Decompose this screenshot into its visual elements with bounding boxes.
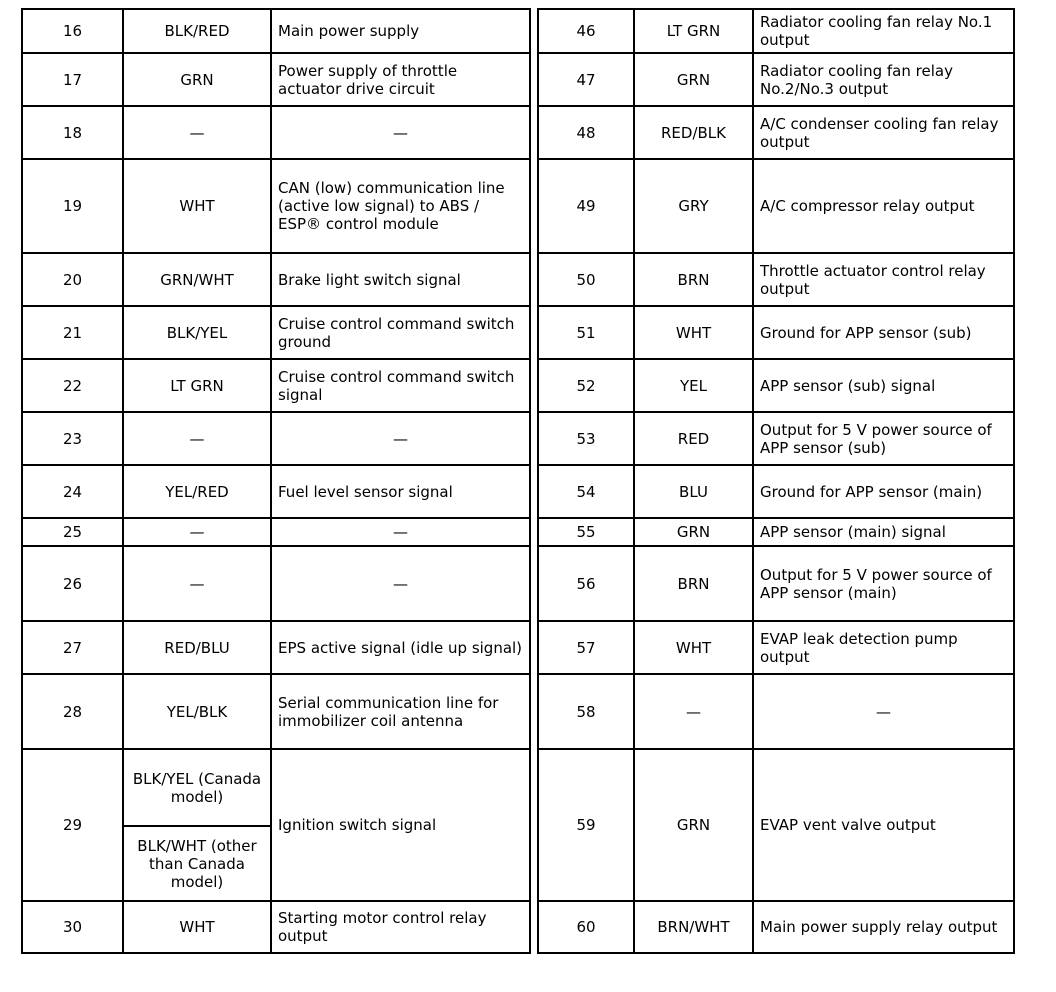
table-gap (530, 53, 538, 106)
pin-cell: 58 (538, 674, 634, 749)
function-cell: A/C compressor relay output (753, 159, 1014, 253)
function-cell: Cruise control command switch ground (271, 306, 530, 359)
wire-color-cell: — (123, 412, 271, 465)
table-row (22, 621, 1014, 674)
function-cell: Throttle actuator control relay output (753, 253, 1014, 306)
pin-cell: 56 (538, 546, 634, 621)
pin-cell: 16 (22, 9, 123, 53)
table-gap (530, 901, 538, 953)
pin-cell: 23 (22, 412, 123, 465)
table-row (22, 546, 1014, 621)
table-row (22, 359, 1014, 412)
pin-cell: 60 (538, 901, 634, 953)
table-gap (530, 546, 538, 621)
pin-cell: 26 (22, 546, 123, 621)
pin-cell: 50 (538, 253, 634, 306)
wire-color-cell: BRN/WHT (634, 901, 753, 953)
function-cell: Main power supply relay output (753, 901, 1014, 953)
table-gap (530, 465, 538, 518)
wire-color-cell: BLK/RED (123, 9, 271, 53)
wire-color-cell: — (634, 674, 753, 749)
pin-cell: 51 (538, 306, 634, 359)
function-cell: CAN (low) communication line (active low signal) to ABS / ESP® control module (271, 159, 530, 253)
table-row (22, 465, 1014, 518)
pin-cell: 53 (538, 412, 634, 465)
table-row (22, 106, 1014, 159)
wire-color-cell: WHT (634, 306, 753, 359)
pin-cell: 48 (538, 106, 634, 159)
function-cell: EVAP leak detection pump output (753, 621, 1014, 674)
pin-cell: 49 (538, 159, 634, 253)
pin-cell: 55 (538, 518, 634, 546)
table-row (22, 901, 1014, 953)
table-gap (530, 621, 538, 674)
pin-cell: 21 (22, 306, 123, 359)
function-cell: Power supply of throttle actuator drive circuit (271, 53, 530, 106)
function-cell: — (271, 546, 530, 621)
wire-color-cell: YEL (634, 359, 753, 412)
wire-color-cell: YEL/RED (123, 465, 271, 518)
wire-color-cell: RED/BLK (634, 106, 753, 159)
table-gap (530, 674, 538, 749)
table-gap (530, 306, 538, 359)
pin-cell: 25 (22, 518, 123, 546)
table-row (22, 253, 1014, 306)
pin-cell: 20 (22, 253, 123, 306)
table-gap (530, 749, 538, 901)
wire-color-cell: WHT (634, 621, 753, 674)
function-cell: Ground for APP sensor (main) (753, 465, 1014, 518)
table-row (22, 518, 1014, 546)
pin-cell: 19 (22, 159, 123, 253)
wire-color-cell: GRN (634, 53, 753, 106)
pin-cell: 24 (22, 465, 123, 518)
wire-color-cell: GRN (123, 53, 271, 106)
table-row (22, 412, 1014, 465)
table-row (22, 53, 1014, 106)
function-cell: — (753, 674, 1014, 749)
wire-color-cell-bottom: BLK/WHT (other than Canada model) (123, 826, 271, 901)
pin-cell: 28 (22, 674, 123, 749)
table-row (22, 9, 1014, 53)
wire-color-cell: BLU (634, 465, 753, 518)
pin-cell: 46 (538, 9, 634, 53)
function-cell: Output for 5 V power source of APP sensor (sub) (753, 412, 1014, 465)
wire-color-cell: GRN/WHT (123, 253, 271, 306)
pin-cell: 57 (538, 621, 634, 674)
pin-cell: 27 (22, 621, 123, 674)
wire-color-cell: BRN (634, 546, 753, 621)
wire-color-cell: — (123, 106, 271, 159)
wire-color-cell: RED (634, 412, 753, 465)
wire-color-cell: BRN (634, 253, 753, 306)
wire-color-cell: YEL/BLK (123, 674, 271, 749)
connector-pinout-table (21, 8, 1015, 954)
function-cell: Serial communication line for immobilizer coil antenna (271, 674, 530, 749)
function-cell: — (271, 412, 530, 465)
function-cell: EVAP vent valve output (753, 749, 1014, 901)
wire-color-cell: LT GRN (123, 359, 271, 412)
table-row (22, 674, 1014, 749)
pin-cell: 54 (538, 465, 634, 518)
pin-cell: 52 (538, 359, 634, 412)
pin-cell: 22 (22, 359, 123, 412)
function-cell: Cruise control command switch signal (271, 359, 530, 412)
wire-color-cell: BLK/YEL (123, 306, 271, 359)
table-row (22, 306, 1014, 359)
function-cell: Radiator cooling fan relay No.2/No.3 output (753, 53, 1014, 106)
wire-color-cell: — (123, 546, 271, 621)
function-cell: — (271, 106, 530, 159)
pin-cell: 18 (22, 106, 123, 159)
function-cell: APP sensor (sub) signal (753, 359, 1014, 412)
table-row (22, 749, 1014, 826)
function-cell: Brake light switch signal (271, 253, 530, 306)
pin-cell: 30 (22, 901, 123, 953)
table-gap (530, 518, 538, 546)
pin-cell: 59 (538, 749, 634, 901)
wire-color-cell: RED/BLU (123, 621, 271, 674)
pin-cell: 17 (22, 53, 123, 106)
function-cell: Fuel level sensor signal (271, 465, 530, 518)
table-gap (530, 412, 538, 465)
pin-cell: 47 (538, 53, 634, 106)
function-cell: Output for 5 V power source of APP sensor (main) (753, 546, 1014, 621)
function-cell: Main power supply (271, 9, 530, 53)
pin-cell: 29 (22, 749, 123, 901)
wire-color-cell: GRY (634, 159, 753, 253)
function-cell: EPS active signal (idle up signal) (271, 621, 530, 674)
function-cell: Ignition switch signal (271, 749, 530, 901)
table-gap (530, 9, 538, 53)
table-gap (530, 359, 538, 412)
function-cell: A/C condenser cooling fan relay output (753, 106, 1014, 159)
table-gap (530, 106, 538, 159)
table-row (22, 159, 1014, 253)
table-gap (530, 253, 538, 306)
wire-color-cell: — (123, 518, 271, 546)
wire-color-cell: GRN (634, 749, 753, 901)
wire-color-cell: WHT (123, 901, 271, 953)
table-gap (530, 159, 538, 253)
wire-color-cell-top: BLK/YEL (Canada model) (123, 749, 271, 826)
function-cell: — (271, 518, 530, 546)
function-cell: Ground for APP sensor (sub) (753, 306, 1014, 359)
wire-color-cell: GRN (634, 518, 753, 546)
function-cell: Starting motor control relay output (271, 901, 530, 953)
function-cell: Radiator cooling fan relay No.1 output (753, 9, 1014, 53)
wire-color-cell: WHT (123, 159, 271, 253)
wire-color-cell: LT GRN (634, 9, 753, 53)
function-cell: APP sensor (main) signal (753, 518, 1014, 546)
